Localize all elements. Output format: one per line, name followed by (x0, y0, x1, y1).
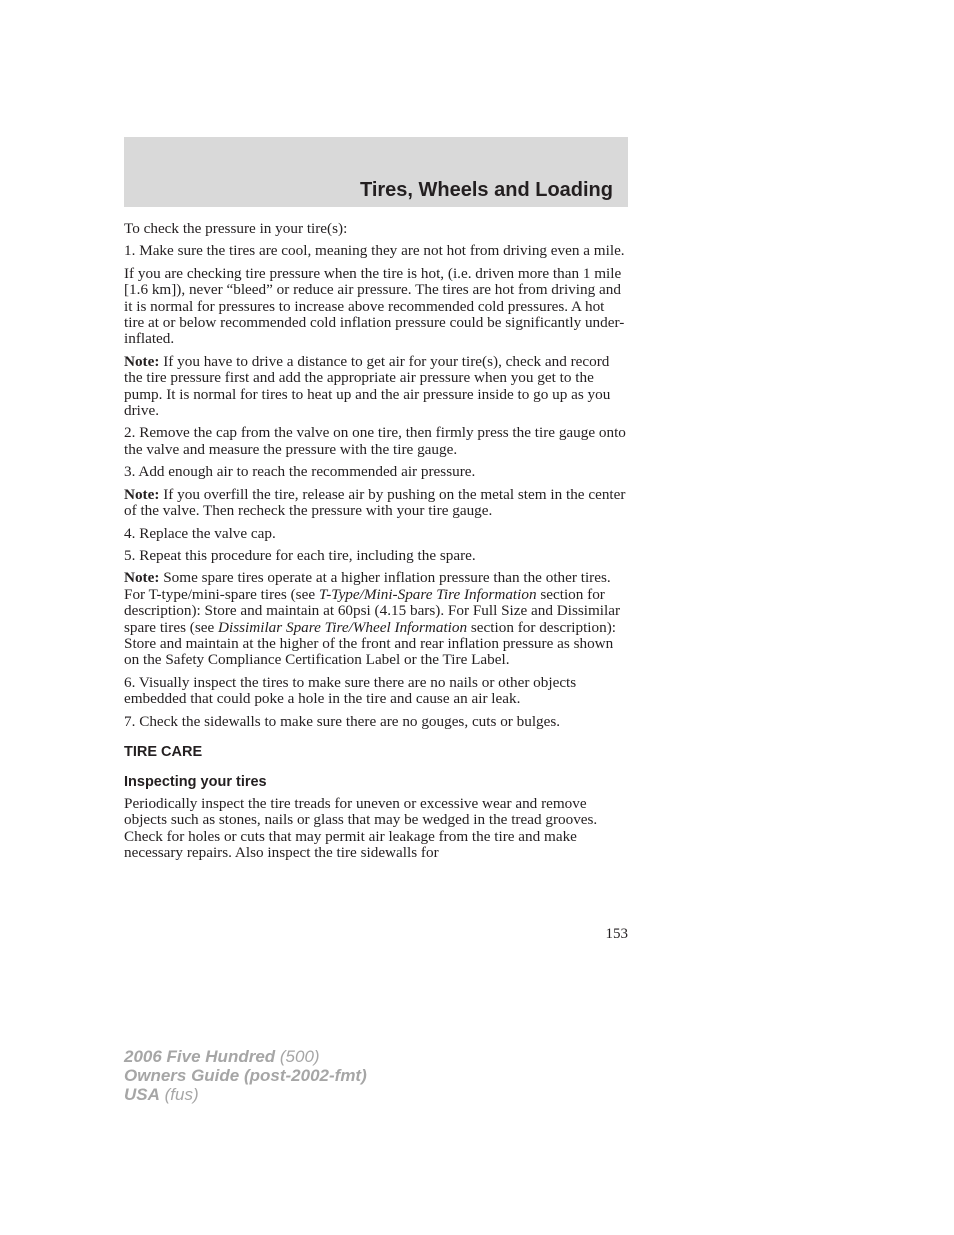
header-band (124, 137, 628, 207)
note-text: section for description): Store and maintain at 60psi (4.15 bars). For Full Size and Dissimilar spare tires (see (124, 585, 621, 636)
footer-line-1 (124, 1047, 367, 1066)
footer-market-code: (fus) (159, 1085, 199, 1104)
step-4: 4. Replace the valve cap. (124, 524, 276, 542)
note-label: Note: (124, 485, 160, 503)
footer-market: USA (124, 1085, 160, 1104)
note-text: If you have to drive a distance to get air for your tire(s), check and record the tire pressure first and add the appropriate air pressure when you get to the pump. It is normal for tires to heat up and the air pressure inside to go up as you drive. (124, 352, 611, 420)
page-number: 153 (605, 926, 628, 942)
paragraph-inspect: Periodically inspect the tire treads for uneven or excessive wear and remove objects such as stones, nails or glass that may be wedged in the tread grooves. Check for holes or cuts that may permit air leakage from the tire and make necessary repairs. Also inspect the tire sidewalls for (124, 794, 598, 862)
note-drive-distance (124, 354, 628, 420)
note-label: Note: (124, 352, 160, 370)
footer-line-3 (124, 1085, 367, 1104)
main-content (124, 221, 628, 868)
note-overfill (124, 487, 628, 520)
section-reference-dissimilar-spare: Dissimilar Spare Tire/Wheel Information (218, 618, 468, 636)
page-title: Tires, Wheels and Loading (359, 179, 613, 201)
step-7: 7. Check the sidewalls to make sure there are no gouges, cuts or bulges. (124, 712, 561, 730)
footer-model: 2006 Five Hundred (124, 1047, 276, 1066)
paragraph-hot-tire: If you are checking tire pressure when the tire is hot, (i.e. driven more than 1 mile [1.6 km]), never “bleed” or reduce air pressure. The tires are hot from driving and it is normal for pressures to increase above recommended cold pressures. A hot tire at or below recommended cold inflation pressure could be significantly under-inflated. (124, 264, 625, 348)
note-text: If you overfill the tire, release air by pushing on the metal stem in the center of the valve. Then recheck the pressure with your tire gauge. (124, 485, 626, 520)
note-text: section for description): Store and maintain at the higher of the front and rear inflation pressure as shown on the Safety Compliance Certification Label or the Tire Label. (124, 618, 616, 669)
footer-model-code: (500) (275, 1047, 320, 1066)
note-label: Note: (124, 569, 160, 587)
paragraph-intro: To check the pressure in your tire(s): (124, 220, 348, 237)
section-reference-mini-spare: T-Type/Mini-Spare Tire Information (318, 585, 537, 603)
step-1: 1. Make sure the tires are cool, meaning they are not hot from driving even a mile. (124, 242, 625, 260)
note-spare-tires (124, 570, 628, 668)
step-2: 2. Remove the cap from the valve on one tire, then firmly press the tire gauge onto the valve and measure the pressure with the tire gauge. (124, 424, 626, 458)
footer (124, 1047, 367, 1104)
step-3: 3. Add enough air to reach the recommended air pressure. (124, 463, 476, 481)
section-title: TIRE CARE (124, 743, 203, 760)
step-6: 6. Visually inspect the tires to make sure there are no nails or other objects embedded that could poke a hole in the tire and cause an air leak. (124, 673, 577, 708)
subsection-title: Inspecting your tires (124, 773, 267, 790)
step-5: 5. Repeat this procedure for each tire, including the spare. (124, 546, 476, 564)
note-text: Some spare tires operate at a higher inflation pressure than the other tires. For T-type/mini-spare tires (see (124, 569, 611, 603)
footer-line-2: Owners Guide (post-2002-fmt) (124, 1066, 367, 1085)
